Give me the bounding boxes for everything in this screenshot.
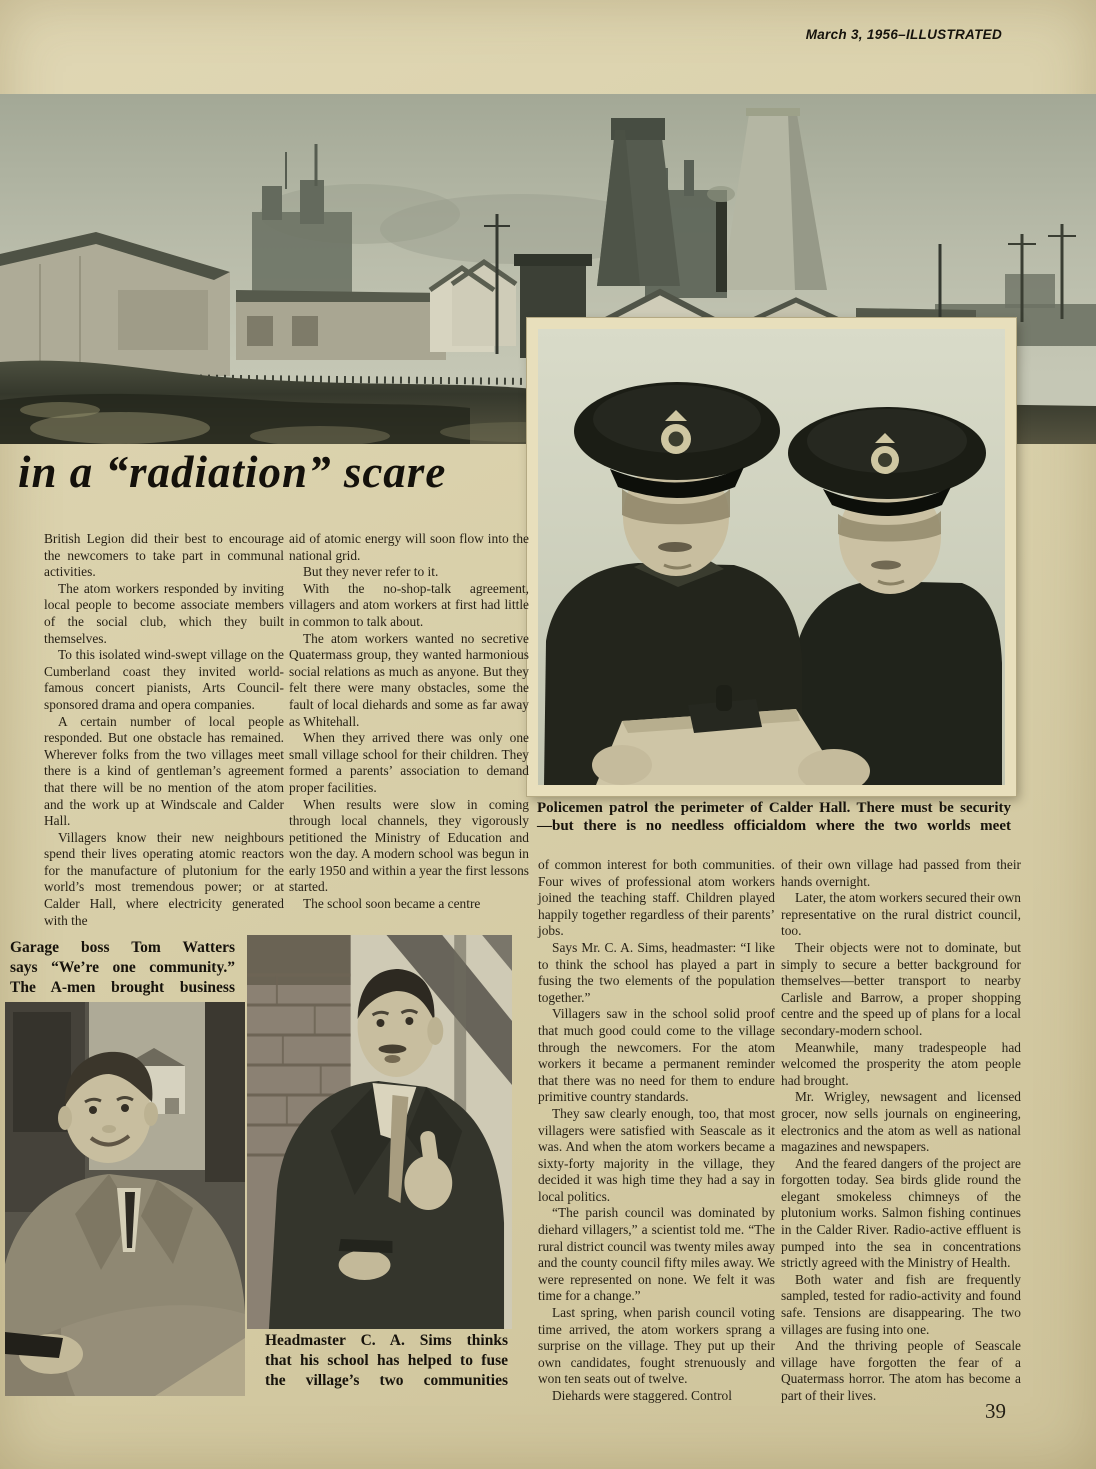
caption-line: the village’s two communities xyxy=(265,1372,508,1389)
body-paragraph: The atom workers wanted no secretive Quatermass group, they wanted harmonious social relations as much as anyone. But they felt there were many obstacles, some the fault of local diehards and some as far away as Whitehall. xyxy=(289,630,529,729)
body-paragraph: “The parish council was dominated by diehard villagers,” a scientist told me. “The rural district council was twenty miles away and the county council fifty miles away. We were represented on none. We felt it was time for a change.” xyxy=(538,1205,775,1304)
body-paragraph: Villagers know their new neighbours spend their lives operating atomic reactors for the manufacture of plutonium for the world’s most tremendous power; or at Calder Hall, where electricity generated with the xyxy=(44,829,284,928)
page-number: 39 xyxy=(985,1399,1006,1423)
caption-line: says “We’re one community.” xyxy=(10,959,235,976)
body-paragraph: Last spring, when parish council voting time arrived, the atom workers sprang a surprise on the village. They put up their own candidates, fought strenuously and won ten seats out of twelve. xyxy=(538,1305,775,1387)
body-paragraph: British Legion did their best to encourage the newcomers to take part in communal activities. xyxy=(44,531,284,580)
caption-line: The A-men brought business xyxy=(10,979,235,996)
body-paragraph: Later, the atom workers secured their own representative on the rural district council, too. xyxy=(781,890,1021,939)
body-paragraph: of common interest for both communities. Four wives of professional atom workers joined the teaching staff. Children played happily together regardless of their parents’ jobs. xyxy=(538,857,775,939)
body-column-3 xyxy=(538,857,775,1405)
body-paragraph: When they arrived there was only one small village school for their children. They formed a parents’ association to demand proper facilities. xyxy=(289,730,529,795)
caption-line: Policemen patrol the perimeter of Calder Hall. There must be security xyxy=(537,800,1011,816)
body-paragraph: A certain number of local people responded. But one obstacle has remained. Wherever folks from the two villages meet there is a kind of gentleman’s agreement that there will be no mention of the atom and the work up at Windscale and Calder Hall. xyxy=(44,713,284,829)
headmaster-caption xyxy=(265,1331,508,1391)
body-paragraph: The atom workers responded by inviting local people to become associate members of the social club, which they built themselves. xyxy=(44,580,284,646)
body-column-2 xyxy=(289,531,529,913)
policemen-illustration xyxy=(538,329,1005,785)
body-paragraph: When results were slow in coming through local channels, they vigorously petitioned the Ministry of Education and won the day. A modern school was begun in early 1950 and within a year the first lessons started. xyxy=(289,796,529,895)
body-paragraph: The school soon became a centre xyxy=(303,896,481,912)
body-paragraph: With the no-shop-talk agreement, villagers and atom workers at first had little in common to talk about. xyxy=(289,580,529,629)
body-paragraph: Villagers saw in the school solid proof that much good could come to the village through the newcomers. For the atom workers it became a permanent reminder that there was no need for them to endure primitive country standards. xyxy=(538,1006,775,1105)
body-column-1 xyxy=(44,531,284,929)
article-title: in a “radiation” scare xyxy=(18,447,447,497)
body-paragraph: And the thriving people of Seascale village have forgotten the fear of a Quatermass horror. The atom has become a part of their lives. xyxy=(781,1338,1021,1403)
body-paragraph: And the feared dangers of the project are forgotten today. Sea birds glide round the elegant smokeless chimneys of the plutonium works. Salmon fishing continues in the Calder River. Radio-active effluent is pumped into the sea in concentrations strictly agreed with the Ministry of Health. xyxy=(781,1155,1021,1271)
body-paragraph: Diehards were staggered. Control xyxy=(552,1388,732,1403)
garage-caption xyxy=(10,938,235,998)
caption-line: Garage boss Tom Watters xyxy=(10,939,235,956)
tom-watters-illustration xyxy=(5,1002,245,1396)
body-paragraph: Both water and fish are frequently sampled, tested for radio-activity and found safe. Tensions are disappearing. The two villages are fusing into one. xyxy=(781,1271,1021,1337)
body-column-4 xyxy=(781,857,1021,1405)
body-paragraph: But they never refer to it. xyxy=(303,564,439,580)
body-paragraph: of their own village had passed from their hands overnight. xyxy=(781,857,1021,889)
issue-date-header: March 3, 1956–ILLUSTRATED xyxy=(805,27,1002,42)
policemen-photo xyxy=(527,318,1016,796)
caption-line: —but there is no needless officialdom where the two worlds meet xyxy=(537,818,1011,834)
body-paragraph: Mr. Wrigley, newsagent and licensed grocer, now sells journals on engineering, electronics and the atom as well as national magazines and newspapers. xyxy=(781,1089,1021,1155)
headmaster-photo xyxy=(247,935,512,1329)
caption-line: that his school has helped to fuse xyxy=(265,1352,508,1369)
policemen-caption xyxy=(537,799,1011,835)
body-paragraph: aid of atomic energy will soon flow into the national grid. xyxy=(289,531,529,563)
body-paragraph: Says Mr. C. A. Sims, headmaster: “I like to think the school has played a part in fusing the two elements of the population together.” xyxy=(538,939,775,1005)
body-paragraph: To this isolated wind-swept village on the Cumberland coast they invited world-famous concert pianists, Arts Council-sponsored drama and opera companies. xyxy=(44,647,284,712)
headmaster-illustration xyxy=(247,935,512,1329)
body-paragraph: Their objects were not to dominate, but simply to secure a better background for themselves—better transport to nearby Carlisle and Barrow, a proper shopping centre and the speed up of plans for a local secondary-modern school. xyxy=(781,939,1021,1038)
tom-watters-photo xyxy=(5,1002,245,1396)
caption-line: Headmaster C. A. Sims thinks xyxy=(265,1332,508,1349)
body-paragraph: They saw clearly enough, too, that most villagers were satisfied with Seascale as it was. And when the atom workers became a sixty-forty majority in the village, they decided it was high time they had a say in local politics. xyxy=(538,1105,775,1204)
body-paragraph: Meanwhile, many tradespeople had welcomed the prosperity the atom people had brought. xyxy=(781,1039,1021,1088)
